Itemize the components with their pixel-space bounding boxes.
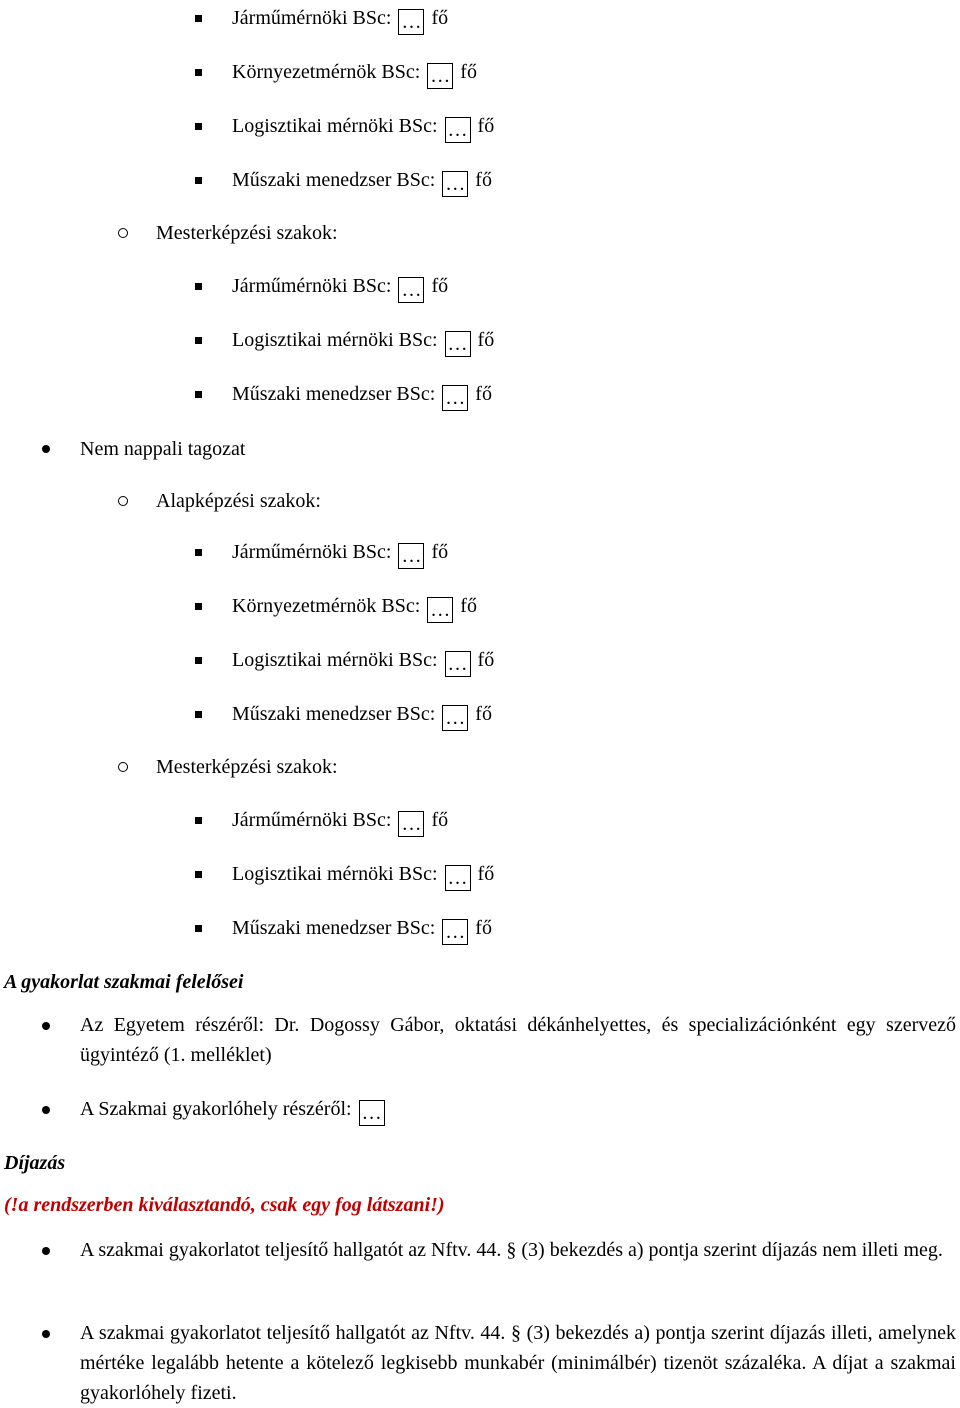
square-bullet-icon <box>195 871 202 878</box>
square-bullet-icon <box>195 603 202 610</box>
list-item: Műszaki menedzser BSc: … fő <box>232 383 492 409</box>
section-heading-nem-nappali: Nem nappali tagozat <box>80 438 246 460</box>
square-bullet-icon <box>195 177 202 184</box>
circle-bullet-icon <box>118 228 128 238</box>
list-heading: Mesterképzési szakok: <box>156 756 338 778</box>
count-field[interactable]: … <box>445 651 471 677</box>
count-field[interactable]: … <box>398 9 424 35</box>
list-heading: Mesterképzési szakok: <box>156 222 338 244</box>
list-item: Járműmérnöki BSc: … fő <box>232 275 449 301</box>
list-item: Logisztikai mérnöki BSc: … fő <box>232 329 495 355</box>
list-item: Logisztikai mérnöki BSc: … fő <box>232 115 495 141</box>
circle-bullet-icon <box>118 762 128 772</box>
square-bullet-icon <box>195 817 202 824</box>
square-bullet-icon <box>195 925 202 932</box>
count-field[interactable]: … <box>445 331 471 357</box>
count-field[interactable]: … <box>442 171 468 197</box>
circle-bullet-icon <box>118 496 128 506</box>
list-item: Logisztikai mérnöki BSc: … fő <box>232 649 495 675</box>
count-field[interactable]: … <box>445 865 471 891</box>
list-heading: Alapképzési szakok: <box>156 490 321 512</box>
count-field[interactable]: … <box>442 919 468 945</box>
square-bullet-icon <box>195 123 202 130</box>
felelos-egyetem: Az Egyetem részéről: Dr. Dogossy Gábor, oktatási dékánhelyettes, és specializációnként egy szervező ügyintéző (1. melléklet) <box>80 1014 956 1066</box>
count-field[interactable]: … <box>427 63 453 89</box>
count-field[interactable]: … <box>442 385 468 411</box>
count-field[interactable]: … <box>442 705 468 731</box>
list-item: Járműmérnöki BSc: … fő <box>232 809 449 835</box>
square-bullet-icon <box>195 69 202 76</box>
count-field[interactable]: … <box>398 811 424 837</box>
list-item: Járműmérnöki BSc: … fő <box>232 541 449 567</box>
square-bullet-icon <box>195 337 202 344</box>
bullet-icon <box>42 1022 50 1030</box>
square-bullet-icon <box>195 711 202 718</box>
bullet-icon <box>42 1330 50 1338</box>
dijazas-option-2: A szakmai gyakorlatot teljesítő hallgatót az Nftv. 44. § (3) bekezdés a) pontja szerint díjazás illeti, amelynek mértéke legalább hetente a kötelező legkisebb munkabér (minimálbér) tizenöt százaléka. A díjat a szakmai gyakorlóhely fizeti. <box>80 1322 956 1404</box>
count-field[interactable]: … <box>445 117 471 143</box>
square-bullet-icon <box>195 549 202 556</box>
dijazas-note: (!a rendszerben kiválasztandó, csak egy fog látszani!) <box>4 1194 445 1216</box>
list-item: Műszaki menedzser BSc: … fő <box>232 917 492 943</box>
count-field[interactable]: … <box>398 277 424 303</box>
list-item: Környezetmérnök BSc: … fő <box>232 61 477 87</box>
list-item: Járműmérnöki BSc: … fő <box>232 7 449 33</box>
list-item: Logisztikai mérnöki BSc: … fő <box>232 863 495 889</box>
bullet-icon <box>42 445 50 453</box>
section-heading-dijazas: Díjazás <box>4 1152 66 1174</box>
bullet-icon <box>42 1106 50 1114</box>
gyakorlohely-field[interactable]: … <box>359 1100 385 1126</box>
bullet-icon <box>42 1247 50 1255</box>
section-heading-felelosok: A gyakorlat szakmai felelősei <box>4 971 244 993</box>
felelos-gyakorlohely: A Szakmai gyakorlóhely részéről: … <box>80 1097 387 1126</box>
dijazas-option-1: A szakmai gyakorlatot teljesítő hallgatót az Nftv. 44. § (3) bekezdés a) pontja szerint díjazás nem illeti meg. <box>80 1239 943 1261</box>
square-bullet-icon <box>195 657 202 664</box>
list-item: Műszaki menedzser BSc: … fő <box>232 169 492 195</box>
count-field[interactable]: … <box>398 543 424 569</box>
list-item: Környezetmérnök BSc: … fő <box>232 595 477 621</box>
list-item: Műszaki menedzser BSc: … fő <box>232 703 492 729</box>
square-bullet-icon <box>195 283 202 290</box>
count-field[interactable]: … <box>427 597 453 623</box>
square-bullet-icon <box>195 15 202 22</box>
square-bullet-icon <box>195 391 202 398</box>
